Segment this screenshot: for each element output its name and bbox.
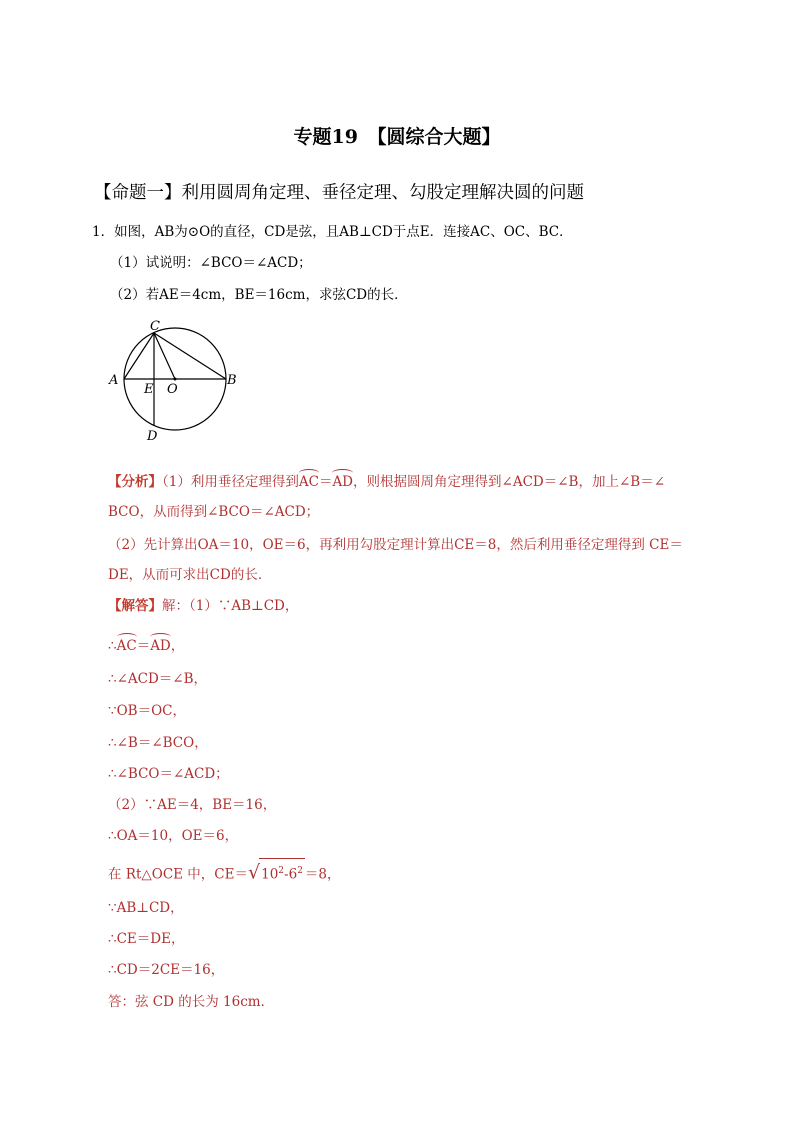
label-c: C bbox=[150, 319, 160, 334]
analysis-line-2: BCO，从而得到∠BCO＝∠ACD； bbox=[108, 504, 320, 520]
solution-line-6: ∴∠BCO＝∠ACD； bbox=[108, 766, 229, 782]
center-point bbox=[174, 378, 177, 381]
arc-ad: AD bbox=[332, 470, 353, 491]
label-b: B bbox=[227, 373, 237, 388]
solution-line-10: ∵AB⊥CD， bbox=[108, 900, 184, 916]
solution-line-4: ∵OB＝OC， bbox=[108, 703, 186, 719]
solution-line-7: （2）∵AE＝4，BE＝16， bbox=[108, 797, 277, 813]
question-2: （2）若AE＝4cm，BE＝16cm，求弦CD的长． bbox=[110, 287, 408, 303]
solution-line-5: ∴∠B＝∠BCO， bbox=[108, 735, 208, 751]
analysis-tag: 【分析】 bbox=[108, 474, 162, 490]
label-a: A bbox=[109, 373, 119, 388]
solution-line-8: ∴OA＝10，OE＝6， bbox=[108, 828, 239, 844]
solution-line-3: ∴∠ACD＝∠B， bbox=[108, 671, 208, 687]
label-e: E bbox=[144, 382, 154, 397]
analysis-line-1: 【分析】（1）利用垂径定理得到AC＝AD，则根据圆周角定理得到∠ACD＝∠B，加上∠B＝∠ bbox=[108, 470, 665, 491]
solution-line-9: 在 Rt△OCE 中，$CE=√10^2-6^2 =8$， bbox=[108, 858, 341, 887]
analysis-line-4: DE，从而可求出CD的长． bbox=[108, 567, 272, 583]
solution-line-1: 【解答】解：（1）∵AB⊥CD， bbox=[108, 598, 299, 614]
problem-stem: 1．如图，AB为⊙O的直径，CD是弦，且AB⊥CD于点E．连接AC、OC、BC． bbox=[92, 224, 573, 240]
sqrt-sign: √ bbox=[248, 861, 261, 884]
analysis-line-3: （2）先计算出OA＝10，OE＝6，再利用勾股定理计算出CE＝8，然后利用垂径定理得到 CE＝ bbox=[108, 537, 683, 553]
label-o: O bbox=[167, 382, 178, 397]
label-d: D bbox=[147, 429, 158, 444]
arc-ac: AC bbox=[299, 470, 319, 491]
page-title: 专题19 【圆综合大题】 bbox=[293, 126, 501, 148]
solution-answer: 答：弦 CD 的长为 16cm． bbox=[108, 994, 275, 1010]
question-1: （1）试说明：∠BCO＝∠ACD； bbox=[110, 255, 312, 271]
arc-ad-2: AD bbox=[150, 634, 171, 655]
solution-tag: 【解答】 bbox=[108, 598, 162, 614]
segment-ac bbox=[124, 333, 154, 379]
solution-line-12: ∴CD＝2CE＝16， bbox=[108, 962, 225, 978]
sqrt-radicand: $10^2-6^2$ bbox=[259, 858, 305, 887]
arc-ac-2: AC bbox=[117, 634, 137, 655]
solution-line-11: ∴CE＝DE， bbox=[108, 931, 185, 947]
solution-line-2: ∴AC＝AD， bbox=[108, 634, 184, 655]
proposition-heading: 【命题一】利用圆周角定理、垂径定理、勾股定理解决圆的问题 bbox=[94, 183, 584, 203]
circle-figure bbox=[104, 318, 244, 446]
